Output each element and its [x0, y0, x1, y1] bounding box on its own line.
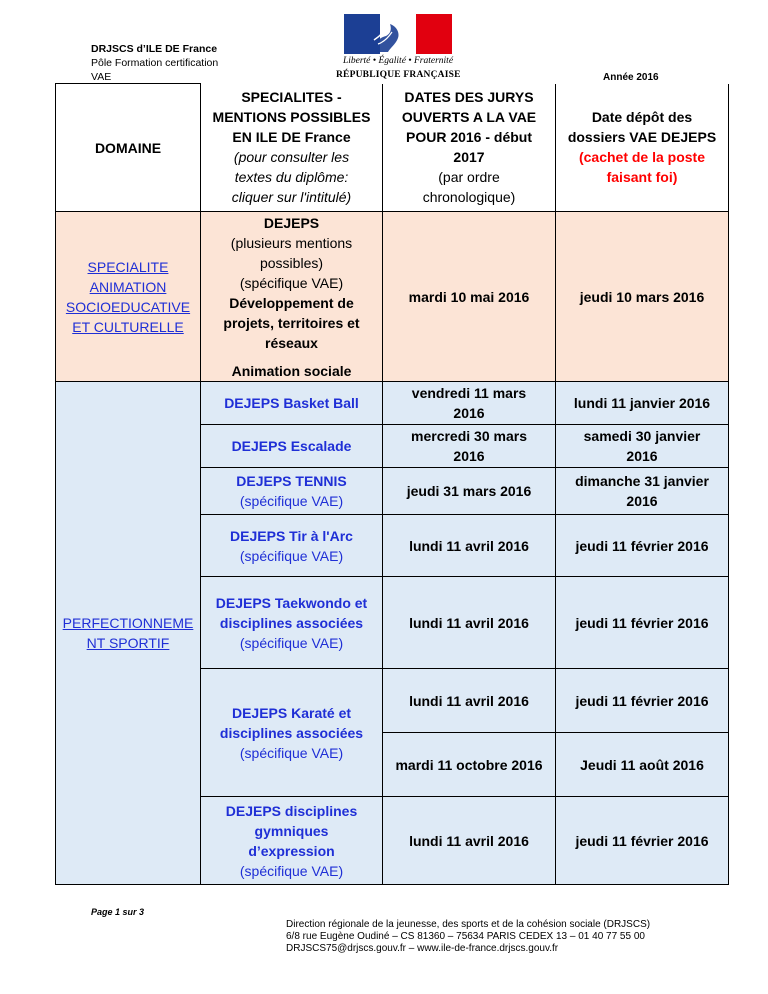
karate-jury-date-1: lundi 11 avril 2016 [383, 669, 556, 733]
header-dates-jurys: DATES DES JURYS OUVERTS A LA VAE POUR 2016 - début 2017 (par ordre chronologique) [383, 84, 556, 212]
socio-depot-date: jeudi 10 mars 2016 [556, 212, 729, 382]
header-domaine: DOMAINE [56, 84, 201, 212]
footer-address: Direction régionale de la jeunesse, des sports et de la cohésion sociale (DRJSCS) 6/8 rue Eugène Oudiné – CS 81360 – 75634 PARIS CEDEX 13 – 01 40 77 55 00 DRJSCS75@drjscs.gouv.fr – www.ile-de-france.drjscs.gouv.fr [286, 919, 651, 954]
marianne-flag-icon [344, 14, 452, 54]
page-number: Page 1 sur 3 [91, 907, 145, 917]
karate-link[interactable]: DEJEPS Karaté et [231, 704, 352, 721]
table-row [56, 382, 729, 425]
karate-cell: DEJEPS Karaté et disciplines associées (spécifique VAE) [201, 669, 383, 797]
tennis-depot-date: dimanche 31 janvier 2016 [556, 468, 729, 515]
basket-depot-date: lundi 11 janvier 2016 [556, 382, 729, 425]
organization-header [91, 42, 218, 84]
motto: Liberté • Égalité • Fraternité [342, 56, 454, 66]
taekwondo-jury-date: lundi 11 avril 2016 [383, 577, 556, 669]
header-date-depot: Date dépôt des dossiers VAE DEJEPS (cachet de la poste faisant foi) [556, 84, 729, 212]
tennis-jury-date: jeudi 31 mars 2016 [383, 468, 556, 515]
year-label: Année 2016 [603, 72, 659, 83]
header-specialites: SPECIALITES - MENTIONS POSSIBLES EN ILE DE France (pour consulter les textes du diplôme: cliquer sur l'intitulé) [201, 84, 383, 212]
gym-link[interactable]: DEJEPS disciplines [225, 802, 358, 819]
gym-jury-date: lundi 11 avril 2016 [383, 797, 556, 885]
gym-cell: DEJEPS disciplines gymniques d’expression (spécifique VAE) [201, 797, 383, 885]
escalade-jury-date: mercredi 30 mars 2016 [383, 425, 556, 468]
org-unit: VAE [91, 71, 112, 83]
taekwondo-depot-date: jeudi 11 février 2016 [556, 577, 729, 669]
arc-link[interactable]: DEJEPS Tir à l'Arc [230, 527, 353, 544]
arc-jury-date: lundi 11 avril 2016 [383, 515, 556, 577]
karate-depot-date-1: jeudi 11 février 2016 [556, 669, 729, 733]
tennis-link[interactable]: DEJEPS TENNIS [236, 473, 347, 489]
taekwondo-cell: DEJEPS Taekwondo et disciplines associées (spécifique VAE) [201, 577, 383, 669]
basket-link[interactable]: DEJEPS Basket Ball [201, 382, 383, 425]
escalade-link[interactable]: DEJEPS Escalade [201, 425, 383, 468]
escalade-depot-date: samedi 30 janvier 2016 [556, 425, 729, 468]
table-header-row [56, 84, 729, 212]
republic-name: RÉPUBLIQUE FRANÇAISE [336, 70, 461, 80]
basket-jury-date: vendredi 11 mars 2016 [383, 382, 556, 425]
socio-jury-date: mardi 10 mai 2016 [383, 212, 556, 382]
org-name: DRJSCS d’ILE DE France [91, 43, 218, 55]
sport-domain-link[interactable]: PERFECTIONNEME NT SPORTIF [56, 382, 201, 885]
socio-domain-link[interactable]: SPECIALITE ANIMATION SOCIOEDUCATIVE ET CULTURELLE [56, 212, 201, 382]
karate-depot-date-2: Jeudi 11 août 2016 [556, 733, 729, 797]
vae-jury-table [55, 83, 729, 885]
taekwondo-link[interactable]: DEJEPS Taekwondo et [215, 594, 368, 611]
org-department: Pôle Formation certification [91, 57, 219, 69]
socio-row [56, 212, 729, 382]
karate-jury-date-2: mardi 11 octobre 2016 [383, 733, 556, 797]
arc-depot-date: jeudi 11 février 2016 [556, 515, 729, 577]
tennis-cell: DEJEPS TENNIS (spécifique VAE) [201, 468, 383, 515]
gym-depot-date: jeudi 11 février 2016 [556, 797, 729, 885]
socio-specialite: DEJEPS (plusieurs mentions possibles) (spécifique VAE) Développement de projets, territoires et réseaux Animation sociale [201, 212, 383, 382]
arc-cell: DEJEPS Tir à l'Arc (spécifique VAE) [201, 515, 383, 577]
